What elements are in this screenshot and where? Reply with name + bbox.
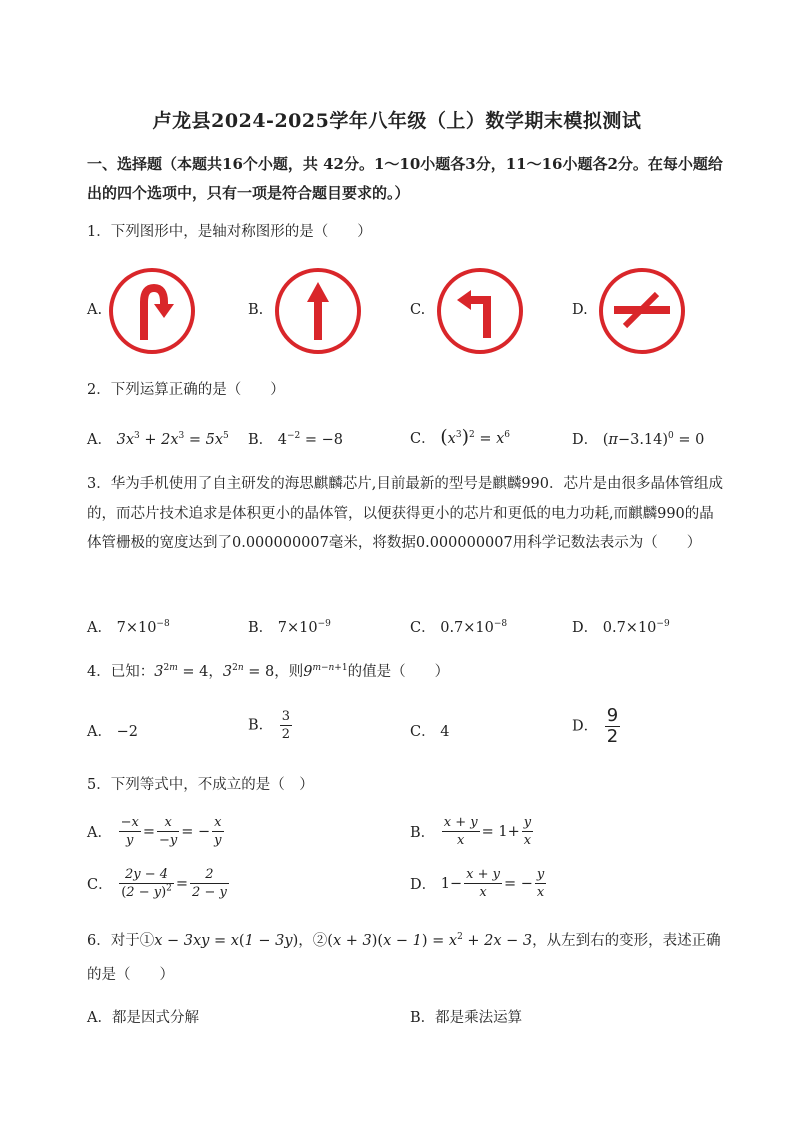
no-crossing-sign-icon: [597, 266, 687, 356]
question-5-stem: 5．下列等式中，不成立的是（ ）: [87, 777, 314, 793]
q4-option-b: B． $\frac{3}{2}$: [248, 709, 291, 742]
q5-option-c: C． $\frac{2y - 4}{(2 - y)^2}$ = $\frac{2}{2 - y}$: [87, 867, 227, 900]
q5-option-d: D． 1− $\frac{x + y}{x}$ = − $\frac{y}{x}$: [410, 867, 545, 900]
section-heading: 一、选择题（本题共16个小题，共 42分。1～10小题各3分，11～16小题各2分。在每小题给出的四个选项中，只有一项是符合题目要求的。）: [87, 155, 723, 202]
q6-option-a: A．都是因式分解: [87, 1010, 199, 1026]
q1-option-d-label: D.: [572, 302, 588, 318]
q2-option-d: D． $(\pi-3.14)^0 = 0$: [572, 431, 705, 448]
q4-option-a: A． −2: [87, 724, 138, 740]
page-title: 卢龙县2024-2025学年八年级（上）数学期末模拟测试: [152, 110, 642, 132]
q1-option-c-label: C.: [410, 302, 426, 318]
q2-option-c: C． $(x^3)^2 = x^6$: [410, 426, 511, 448]
q2-option-a: A． $3x^3 + 2x^3 = 5x^5$: [87, 431, 229, 448]
u-turn-sign-icon: [107, 266, 197, 356]
question-6-stem: 6．对于①x − 3xy = x(1 − 3y)，②(x + $3)(x - 1) = x^2 + 2x - 3$，从左到右的变形，表述正确的是（ ）: [87, 932, 721, 983]
q5-option-a: A． $\frac{-x}{y}$ = $\frac{x}{-y}$ = − $\frac{x}{y}$: [87, 815, 222, 848]
question-1-stem: 1．下列图形中，是轴对称图形的是（ ）: [87, 224, 372, 240]
q1-option-b-label: B.: [248, 302, 264, 318]
q3-option-a: A． $7\times 10^{-8}$: [87, 619, 170, 636]
q1-option-a-label: A.: [87, 302, 103, 318]
q3-option-c: C． $0.7\times 10^{-8}$: [410, 619, 508, 636]
q4-option-d: D． $\frac{9}{2}$: [572, 705, 619, 747]
straight-arrow-sign-icon: [273, 266, 363, 356]
q3-option-b: B． $7\times 10^{-9}$: [248, 619, 331, 636]
question-4-stem: 4．已知：$3^{2m} = 4$，$3^{2n} = 8$，则$9^{m-n+1}$的值是（ ）: [87, 663, 450, 680]
q2-option-b: B． $4^{-2} = -8$: [248, 431, 344, 448]
question-2-stem: 2．下列运算正确的是（ ）: [87, 382, 285, 398]
q5-option-b: B． $\frac{x + y}{x}$ = 1+ $\frac{y}{x}$: [410, 815, 532, 848]
question-3-stem: 3．华为手机使用了自主研发的海思麒麟芯片,目前最新的型号是麒麟990．芯片是由很多晶体管组成的，而芯片技术追求是体积更小的晶体管，以便获得更小的芯片和更低的电力功耗,而麒麟990的晶体管栅极的宽度达到了0.000000007毫米，将数据0.000000007用科学记数法表示为（ ）: [87, 476, 724, 551]
left-turn-sign-icon: [435, 266, 525, 356]
q3-option-d: D． $0.7\times 10^{-9}$: [572, 619, 670, 636]
q6-option-b: B．都是乘法运算: [410, 1010, 523, 1026]
q4-option-c: C． 4: [410, 724, 450, 740]
